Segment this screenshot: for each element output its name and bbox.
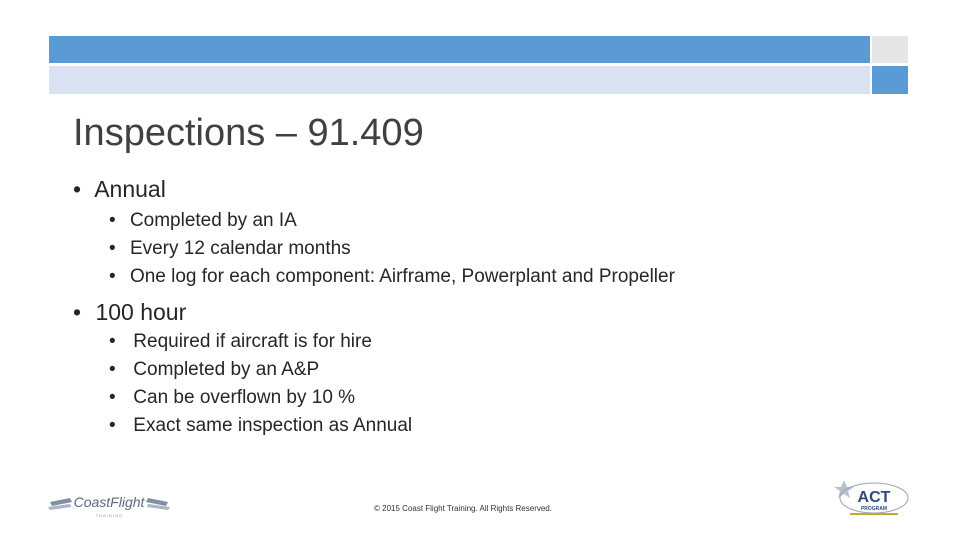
sub-bullet <box>109 387 355 409</box>
sub-bullet <box>109 415 412 437</box>
sub-bullet <box>109 238 351 260</box>
header-blue-square <box>872 66 908 94</box>
coastflight-logo <box>48 490 170 520</box>
sub-bullet-text: Required if aircraft is for hire <box>133 331 372 352</box>
bullet-label: 100 hour <box>95 299 187 325</box>
header-light-bar <box>49 66 870 94</box>
sub-bullet-text: Can be overflown by 10 % <box>133 387 356 408</box>
logo-text: CoastFlight <box>73 494 145 510</box>
bullet-dot: • <box>109 331 116 352</box>
bullet-100-hour <box>73 299 186 326</box>
sub-bullet-text: One log for each component: Airframe, Powerplant and Propeller <box>129 266 675 287</box>
slide-title: Inspections – 91.409 <box>73 112 424 154</box>
bullet-dot: • <box>109 359 116 380</box>
bullet-label: Annual <box>94 176 166 202</box>
logo-act-text: ACT <box>857 489 891 506</box>
bullet-dot: • <box>109 415 116 436</box>
bullet-dot: • <box>73 299 82 325</box>
header-accent-bar <box>49 36 870 63</box>
sub-bullet-text: Completed by an A&P <box>133 359 320 380</box>
header-accent-square <box>872 36 908 63</box>
bullet-dot: • <box>109 387 116 408</box>
sub-bullet <box>109 210 297 232</box>
bullet-dot: • <box>109 238 116 259</box>
logo-program-text: PROGRAM <box>860 506 888 512</box>
sub-bullet-text: Exact same inspection as Annual <box>133 415 413 436</box>
act-program-logo <box>832 478 912 520</box>
bullet-dot: • <box>109 266 116 287</box>
bullet-annual <box>73 176 166 203</box>
logo-subtext: T R A I N I N G <box>95 513 123 518</box>
sub-bullet-text: Every 12 calendar months <box>129 238 351 259</box>
bullet-dot: • <box>73 176 82 202</box>
sub-bullet-text: Completed by an IA <box>129 210 297 231</box>
sub-bullet <box>109 331 372 353</box>
bullet-dot: • <box>109 210 116 231</box>
sub-bullet <box>109 266 675 288</box>
copyright-footer: © 2015 Coast Flight Training. All Rights Reserved. <box>374 504 552 513</box>
sub-bullet <box>109 359 319 381</box>
